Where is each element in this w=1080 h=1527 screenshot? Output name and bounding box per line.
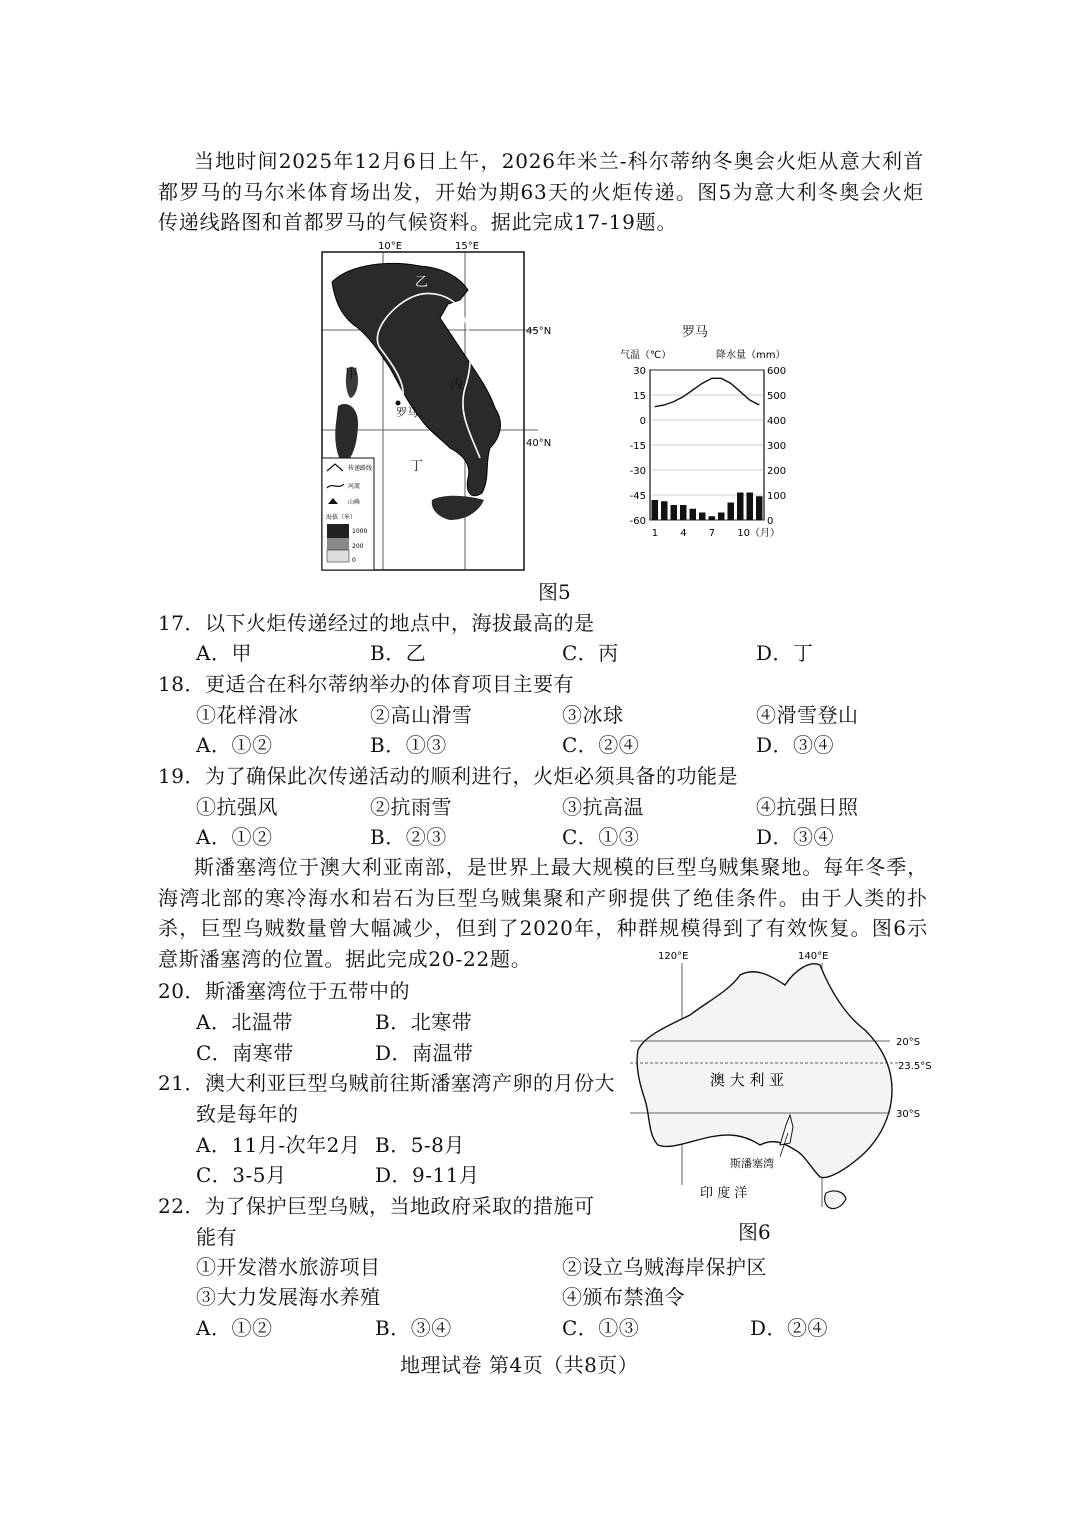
q18-option-b[interactable]: B．①③ [370,733,447,757]
precip-bar-2 [661,501,668,520]
chart-ytick-right: 400 [767,416,787,427]
q19-option-c[interactable]: C．①③ [562,825,640,849]
page-footer: 地理试卷 第4页（共8页） [400,1353,639,1377]
q17-option-a[interactable]: A．甲 [196,641,252,665]
chart-ytick-right: 0 [767,516,774,527]
australia-map [630,945,935,1215]
chart-ylabel-right: 降水量（mm） [716,350,786,361]
precip-bar-8 [718,513,725,521]
chart-xtick: 10（月） [737,528,780,539]
q22-item-2: ②设立乌贼海岸保护区 [562,1255,767,1279]
lon-label-120e: 120°E [658,951,689,962]
q17-option-c[interactable]: C．丙 [562,641,619,665]
chart-ytick-left: -60 [629,516,646,527]
lon-label-10e: 10°E [378,241,403,252]
q22-stem-line1: 22．为了保护巨型乌贼，当地政府采取的措施可 [158,1194,595,1218]
q22-option-d[interactable]: D．②④ [750,1316,829,1340]
q21-option-a[interactable]: A．11月-次年2月 [196,1133,361,1157]
precip-bar-9 [728,503,735,521]
q20-option-c[interactable]: C．南寒带 [196,1041,294,1065]
rome-climate-chart [612,318,802,548]
q19-option-a[interactable]: A．①② [196,825,273,849]
lat-label-45n: 45°N [526,326,552,337]
italy-map [300,238,565,578]
q19-item-1: ①抗强风 [196,795,278,819]
q19-option-b[interactable]: B．②③ [370,825,447,849]
q18-item-1: ①花样滑冰 [196,703,299,727]
q20-option-b[interactable]: B．北寒带 [375,1010,473,1034]
precip-bar-5 [690,509,697,520]
q18-option-d[interactable]: D．③④ [756,733,835,757]
chart-ytick-right: 500 [767,391,787,402]
legend-peak: 山峰 [348,499,361,506]
q21-option-b[interactable]: B．5-8月 [375,1133,465,1157]
chart-title: 罗马 [682,325,709,340]
chart-ytick-left: -15 [629,441,646,452]
q18-item-3: ③冰球 [562,703,624,727]
country-label: 澳 大 利 亚 [710,1071,785,1089]
q17-option-d[interactable]: D．丁 [756,641,814,665]
q17-option-b[interactable]: B．乙 [370,641,427,665]
chart-ytick-right: 200 [767,466,787,477]
precip-bar-7 [709,516,716,520]
bay-label: 斯潘塞湾 [730,1157,774,1170]
q17-stem: 17．以下火炬传递经过的地点中，海拔最高的是 [158,611,595,635]
chart-ytick-right: 100 [767,491,787,502]
chart-ytick-left: 15 [633,391,646,402]
q22-item-3: ③大力发展海水养殖 [196,1285,381,1309]
q19-stem: 19．为了确保此次传递活动的顺利进行，火炬必须具备的功能是 [158,764,738,788]
legend-elev-1000: 1000 [352,528,368,535]
lat-label-30s: 30°S [896,1109,921,1120]
lon-label-140e: 140°E [798,951,829,962]
q22-stem-line2: 能有 [196,1225,237,1249]
q18-stem: 18．更适合在科尔蒂纳举办的体育项目主要有 [158,672,574,696]
rome-point [396,401,401,406]
place-label-yi: 乙 [415,275,429,290]
q22-option-a[interactable]: A．①② [196,1316,273,1340]
rome-label: 罗马 [396,406,418,419]
q22-item-1: ①开发潜水旅游项目 [196,1255,381,1279]
chart-ytick-right: 600 [767,366,787,377]
lat-label-40n: 40°N [526,438,552,449]
q18-option-a[interactable]: A．①② [196,733,273,757]
chart-ytick-left: 30 [633,366,646,377]
q20-option-a[interactable]: A．北温带 [196,1010,293,1034]
q21-option-c[interactable]: C．3-5月 [196,1163,287,1187]
chart-xtick: 7 [708,528,716,539]
precip-bar-3 [671,505,678,520]
precip-bar-11 [747,493,754,521]
legend-elev-title: 海拔（米） [326,514,357,521]
q21-stem-line2: 致是每年的 [196,1102,299,1126]
legend-elev-200: 200 [352,543,364,550]
chart-ytick-left: 0 [639,416,646,427]
chart-ytick-left: -45 [629,491,646,502]
lon-label-15e: 15°E [455,241,480,252]
precip-bar-4 [680,505,687,520]
q18-item-4: ④滑雪登山 [756,703,859,727]
q19-option-d[interactable]: D．③④ [756,825,835,849]
q21-stem-line1: 21．澳大利亚巨型乌贼前往斯潘塞湾产卵的月份大 [158,1071,615,1095]
temperature-line [655,378,760,406]
legend-elev-0: 0 [352,557,356,564]
sicily [432,496,484,520]
precip-bar-12 [756,496,763,520]
chart-xtick: 1 [651,528,659,539]
precip-bar-1 [652,500,659,520]
figure-5-caption: 图5 [538,580,571,604]
place-label-jia: 甲 [345,367,359,382]
lat-label-23-5s: 23.5°S [898,1061,932,1072]
ocean-label: 印 度 洋 [700,1186,748,1201]
chart-ytick-left: -30 [629,466,646,477]
q22-item-4: ④颁布禁渔令 [562,1285,685,1309]
q22-option-b[interactable]: B．③④ [375,1316,452,1340]
chart-ylabel-left: 气温（℃） [620,350,672,361]
q18-option-c[interactable]: C．②④ [562,733,640,757]
intro-paragraph-2: 斯潘塞湾位于澳大利亚南部，是世界上最大规模的巨型乌贼集聚地。每年冬季，海湾北部的寒冷海水和岩石为巨型乌贼集聚和产卵提供了绝佳条件。由于人类的扑杀，巨型乌贼数量曾大幅减少，但到了2020年，种群规模得到了有效恢复。图6示意斯潘塞湾的位置。据此完成20-22题。 [158,855,928,971]
tasmania [825,1191,846,1209]
precip-bar-6 [699,513,706,521]
place-label-bing: 丙 [450,377,464,392]
figure-6-caption: 图6 [738,1220,771,1244]
legend-route: 传递路线 [348,465,373,472]
chart-ytick-right: 300 [767,441,787,452]
sardinia [335,404,358,464]
q21-option-d[interactable]: D．9-11月 [375,1163,480,1187]
q19-item-2: ②抗雨雪 [370,795,452,819]
place-label-ding: 丁 [410,459,424,474]
q20-option-d[interactable]: D．南温带 [375,1041,474,1065]
lat-label-20s: 20°S [896,1037,921,1048]
chart-xtick: 4 [680,528,687,539]
q18-item-2: ②高山滑雪 [370,703,473,727]
q20-stem: 20．斯潘塞湾位于五带中的 [158,979,410,1003]
legend-river: 河流 [348,483,361,490]
precip-bar-10 [737,493,744,521]
q19-item-3: ③抗高温 [562,795,644,819]
intro-paragraph-1: 当地时间2025年12月6日上午，2026年米兰-科尔蒂纳冬奥会火炬从意大利首都罗马的马尔米体育场出发，开始为期63天的火炬传递。图5为意大利冬奥会火炬传递线路图和首都罗马的气候资料。据此完成17-19题。 [158,149,924,234]
q22-option-c[interactable]: C．①③ [562,1316,640,1340]
q19-item-4: ④抗强日照 [756,795,859,819]
